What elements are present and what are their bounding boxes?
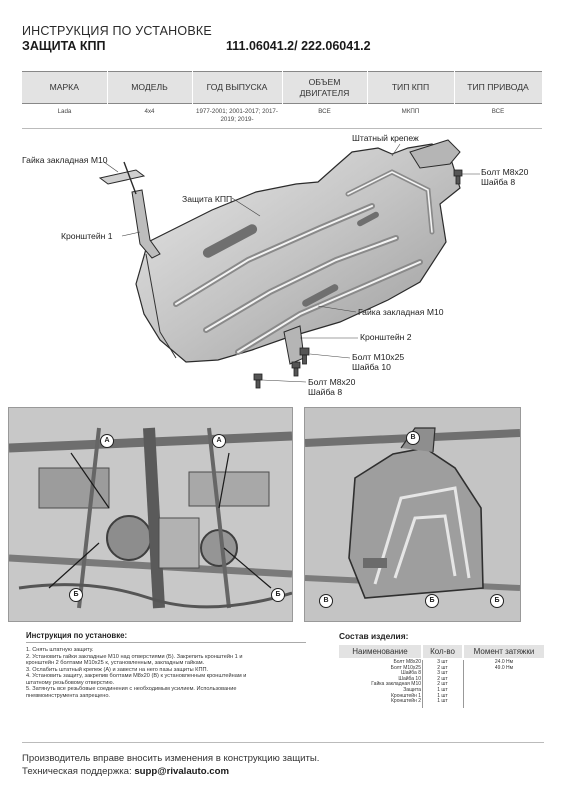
item-qty: 3 шт bbox=[437, 670, 448, 677]
callout-bracket-1: Кронштейн 1 bbox=[61, 231, 113, 241]
item-qty: 1 шт bbox=[437, 692, 448, 699]
marker-v-1: В bbox=[406, 431, 420, 445]
instruction-step: 5. Затянуть все резьбовые соединения с необходимым усилием. Использование bbox=[26, 686, 237, 692]
cell-gearbox: МКПП bbox=[401, 108, 420, 115]
footer-support bbox=[22, 766, 229, 777]
bracket-2-drawing bbox=[284, 326, 304, 364]
instructions-divider bbox=[26, 642, 306, 643]
callout-bolt-m8-bottom: Болт М8х20 bbox=[308, 377, 356, 387]
item-qty: 3 шт bbox=[437, 659, 448, 665]
callout-bolt-m10: Болт М10х25 bbox=[352, 352, 405, 362]
composition-header-torque: Момент затяжки bbox=[464, 645, 544, 658]
item-name: Кронштейн 2 bbox=[391, 698, 421, 705]
item-qty: 1 шт bbox=[437, 686, 448, 693]
composition-header-name: Наименование bbox=[339, 645, 421, 658]
callout-std-mount: Штатный крепеж bbox=[352, 133, 419, 143]
weld-nut-drawing bbox=[100, 170, 144, 184]
item-name: Гайка закладная М10 bbox=[371, 681, 421, 688]
callout-washer-8-bottom: Шайба 8 bbox=[308, 387, 343, 397]
spec-header-row bbox=[22, 72, 542, 104]
instruction-step: кронштейн 2 болтами М10х25 к, установленным, закладным гайкам. bbox=[26, 660, 205, 666]
composition-quantities bbox=[423, 660, 462, 705]
composition-torques bbox=[464, 660, 544, 671]
instructions-title: Инструкция по установке: bbox=[26, 631, 128, 640]
photo-plate-installed bbox=[304, 407, 521, 622]
item-name: Шайба 10 bbox=[398, 675, 421, 682]
composition-title: Состав изделия: bbox=[339, 631, 409, 641]
marker-a-1: А bbox=[100, 434, 114, 448]
item-qty: 2 шт bbox=[437, 681, 448, 688]
support-label: Техническая поддержка: bbox=[22, 766, 135, 777]
instruction-step: 3. Ослабить штатный крепеж (А) и завести на него пазы защиты КПП. bbox=[26, 666, 209, 673]
support-email-link[interactable]: supp@rivalauto.com bbox=[134, 766, 229, 777]
instruction-step: 1. Снять штатную защиту. bbox=[26, 647, 94, 653]
col-make: МАРКА bbox=[22, 72, 107, 104]
callout-weld-nut-bottom: Гайка закладная М10 bbox=[358, 307, 444, 317]
callout-washer-10: Шайба 10 bbox=[352, 362, 391, 372]
composition-names bbox=[339, 660, 421, 705]
item-name: Болт М10х25 bbox=[390, 664, 421, 671]
col-drive: ТИП ПРИВОДА bbox=[454, 72, 542, 104]
callout-weld-nut-top: Гайка закладная М10 bbox=[22, 155, 108, 165]
vehicle-spec-table bbox=[22, 71, 543, 133]
item-qty: 2 шт bbox=[437, 664, 448, 671]
photo-underbody-before bbox=[8, 407, 293, 622]
product-name: ЗАЩИТА КПП bbox=[22, 39, 106, 53]
part-numbers: 111.06041.2/ 222.06041.2 bbox=[226, 39, 371, 53]
item-name: Защита bbox=[403, 686, 421, 693]
cell-year: 1977-2001; 2001-2017; 2017-2019; 2019- bbox=[196, 108, 278, 123]
item-name: Болт М8х20 bbox=[393, 659, 421, 665]
item-torque: 49.0 Нм bbox=[494, 664, 514, 671]
bracket-1-drawing bbox=[132, 190, 160, 258]
col-engine: ОБЪЕМ ДВИГАТЕЛЯ bbox=[282, 72, 367, 104]
item-qty: 2 шт bbox=[437, 675, 448, 682]
instruction-step: 4. Установить защиту, закрепив болтами М8х20 (В) к установленным кронштейнам и bbox=[26, 673, 247, 679]
item-torque: 24.0 Нм bbox=[494, 659, 514, 665]
table-divider bbox=[22, 128, 542, 129]
document-title: ИНСТРУКЦИЯ ПО УСТАНОВКЕ bbox=[22, 24, 212, 38]
cell-make: Lada bbox=[57, 108, 72, 115]
footer-divider bbox=[22, 742, 544, 743]
col-model: МОДЕЛЬ bbox=[107, 72, 192, 104]
cell-engine: ВСЕ bbox=[318, 108, 331, 115]
callout-washer-8-right: Шайба 8 bbox=[481, 177, 516, 187]
instruction-step: пневмоинструмента запрещено. bbox=[26, 692, 110, 699]
composition-header-qty: Кол-во bbox=[423, 645, 462, 658]
callout-bolt-m8-right: Болт М8х20 bbox=[481, 167, 529, 177]
col-gearbox: ТИП КПП bbox=[367, 72, 454, 104]
cell-drive: ВСЕ bbox=[491, 108, 505, 115]
marker-v-2: В bbox=[319, 594, 333, 608]
item-name: Кронштейн 1 bbox=[391, 692, 421, 699]
item-qty: 1 шт bbox=[437, 698, 448, 705]
instructions-list bbox=[26, 647, 306, 699]
callout-bracket-2: Кронштейн 2 bbox=[360, 332, 412, 342]
marker-a-2: А bbox=[212, 434, 226, 448]
marker-b-1: Б bbox=[69, 588, 83, 602]
footer-notice: Производитель вправе вносить изменения в конструкцию защиты. bbox=[22, 753, 320, 764]
callout-skid-plate: Защита КПП bbox=[182, 194, 233, 204]
instruction-step: штатному резьбовому отверстию. bbox=[26, 679, 115, 686]
marker-b-2: Б bbox=[271, 588, 285, 602]
marker-b-4: Б bbox=[490, 594, 504, 608]
bolt-m8-bottom-drawing bbox=[254, 362, 300, 388]
col-year: ГОД ВЫПУСКА bbox=[192, 72, 282, 104]
marker-b-3: Б bbox=[425, 594, 439, 608]
item-name: Шайба 8 bbox=[401, 670, 421, 677]
underbody-before-illustration bbox=[9, 408, 292, 621]
cell-model: 4x4 bbox=[144, 108, 155, 115]
instruction-step: 2. Установить гайки закладные М10 над отверстиями (Б). Закрепить кронштейн 1 и bbox=[26, 653, 243, 660]
